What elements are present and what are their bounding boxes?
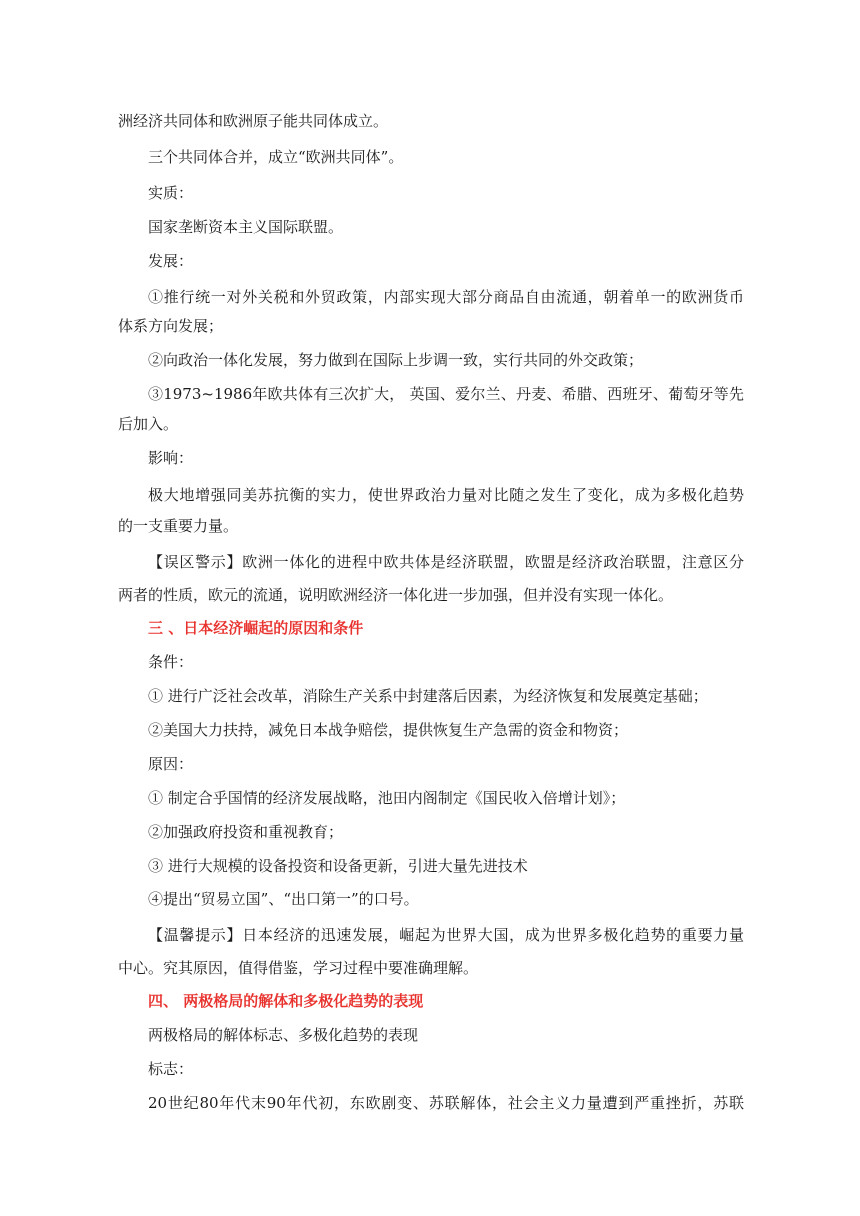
text-line: 两极格局的解体标志、多极化趋势的表现: [148, 1026, 419, 1044]
section-heading: 三 、日本经济崛起的原因和条件: [148, 619, 364, 637]
text-line: 两者的性质，欧元的流通，说明欧洲经济一体化进一步加强，但并没有实现一体化。: [118, 586, 674, 604]
text-line: 【温馨提示】日本经济的迅速发展，崛起为世界大国，成为世界多极化趋势的重要力量: [148, 926, 744, 944]
text-line: 国家垄断资本主义国际联盟。: [148, 218, 344, 236]
text-line: 中心。究其原因，值得借鉴，学习过程中要准确理解。: [118, 959, 479, 977]
text-line: 三个共同体合并，成立“欧洲共同体”。: [148, 148, 404, 166]
text-line: 体系方向发展；: [118, 317, 224, 335]
text-line: ④提出“贸易立国”、“出口第一”的口号。: [148, 890, 419, 908]
text-line: ②美国大力扶持，减免日本战争赔偿，提供恢复生产急需的资金和物资；: [148, 721, 629, 739]
text-line: 条件：: [148, 653, 194, 671]
text-line: ① 进行广泛社会改革，消除生产关系中封建落后因素，为经济恢复和发展奠定基础；: [148, 687, 708, 705]
text-line: 后加入。: [118, 415, 179, 433]
text-line: 的一支重要力量。: [118, 517, 239, 535]
text-line: ②加强政府投资和重视教育；: [148, 823, 344, 841]
text-line: ①推行统一对外关税和外贸政策，内部实现大部分商品自由流通，朝着单一的欧洲货币: [148, 288, 744, 306]
text-line: 洲经济共同体和欧洲原子能共同体成立。: [118, 112, 389, 130]
section-heading: 四、 两极格局的解体和多极化趋势的表现: [148, 992, 424, 1010]
text-line: 原因：: [148, 755, 194, 773]
text-line: 【误区警示】欧洲一体化的进程中欧共体是经济联盟，欧盟是经济政治联盟，注意区分: [148, 553, 744, 571]
text-line: ③ 进行大规模的设备投资和设备更新，引进大量先进技术: [148, 857, 528, 875]
text-line: 发展：: [148, 252, 194, 270]
text-line: 极大地增强同美苏抗衡的实力，使世界政治力量对比随之发生了变化，成为多极化趋势: [148, 486, 744, 504]
text-line: 实质：: [148, 184, 194, 202]
text-line: 影响：: [148, 449, 194, 467]
text-line: ③1973~1986年欧共体有三次扩大， 英国、爱尔兰、丹麦、希腊、西班牙、葡萄牙等先: [148, 385, 744, 403]
text-line: 标志：: [148, 1060, 194, 1078]
text-line: ① 制定合乎国情的经济发展战略，池田内阁制定《国民收入倍增计划》；: [148, 789, 626, 807]
text-line: 20世纪80年代末90年代初，东欧剧变、苏联解体，社会主义力量遭到严重挫折，苏联: [148, 1094, 744, 1112]
text-line: ②向政治一体化发展，努力做到在国际上步调一致，实行共同的外交政策；: [148, 351, 644, 369]
